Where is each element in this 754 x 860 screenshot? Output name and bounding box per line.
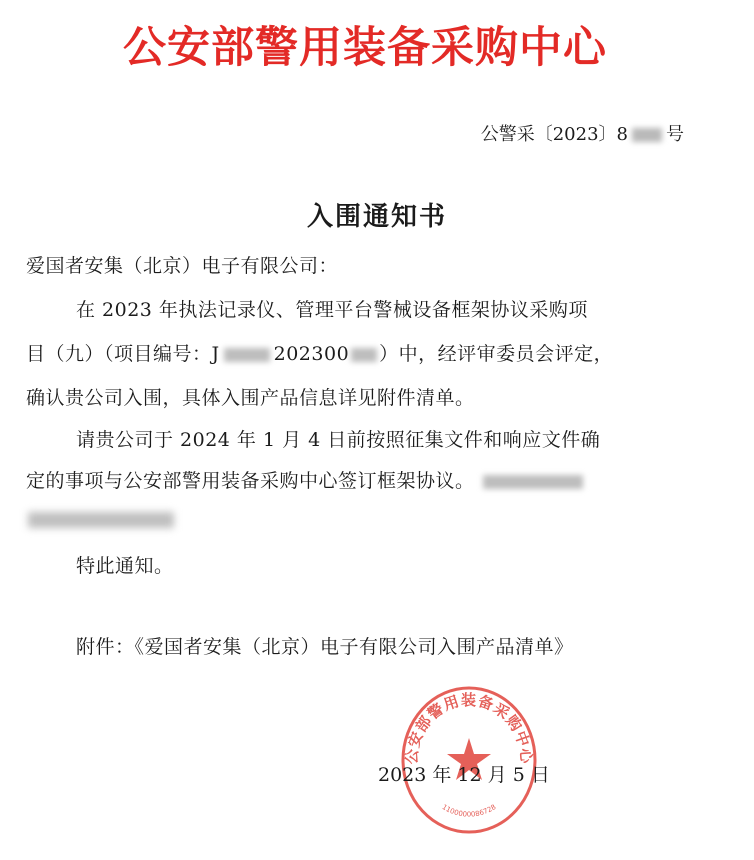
masthead-title: 公安部警用装备采购中心: [123, 23, 607, 73]
body-paragraph-2-text: 定的事项与公安部警用装备采购中心签订框架协议。: [26, 470, 475, 492]
document-number: [481, 120, 684, 146]
page-title: 入围通知书: [306, 202, 447, 232]
body-paragraph-1-line-2: [26, 339, 613, 366]
body-paragraph-2-line-1: 请贵公司于 2024 年 1 月 4 日前按照征集文件和响应文件确: [76, 429, 601, 451]
redacted-block: [224, 348, 270, 362]
document-number-suffix: 号: [666, 124, 684, 145]
closing-text: 特此通知。: [76, 555, 174, 577]
svg-text:1100000086728: [441, 803, 498, 819]
addressee: 爱国者安集（北京）电子有限公司：: [26, 255, 339, 277]
seal-text: 公安部警用装备采购中心: [402, 691, 536, 765]
redacted-block: [483, 475, 583, 489]
project-number-label: 目（九）（项目编号：J: [26, 343, 220, 365]
project-number-partial: 202300: [273, 343, 350, 365]
document-number-prefix: 公警采〔2023〕8: [480, 124, 628, 145]
body-paragraph-1-line-1: 在 2023 年执法记录仪、管理平台警械设备框架协议采购项: [76, 299, 588, 321]
redacted-block: [632, 128, 662, 142]
attachment-line: 附件：《爱国者安集（北京）电子有限公司入围产品清单》: [76, 636, 574, 658]
redacted-block: [351, 348, 377, 362]
seal-code: 1100000086728: [440, 803, 498, 819]
body-paragraph-1-line-3: 确认贵公司入围，具体入围产品信息详见附件清单。: [26, 387, 475, 409]
body-paragraph-2-line-2: [26, 466, 583, 493]
redacted-block: [28, 512, 174, 528]
project-line-end: ）中，经评审委员会评定，: [379, 343, 614, 365]
issue-date: 2023 年 12 月 5 日: [378, 764, 550, 786]
